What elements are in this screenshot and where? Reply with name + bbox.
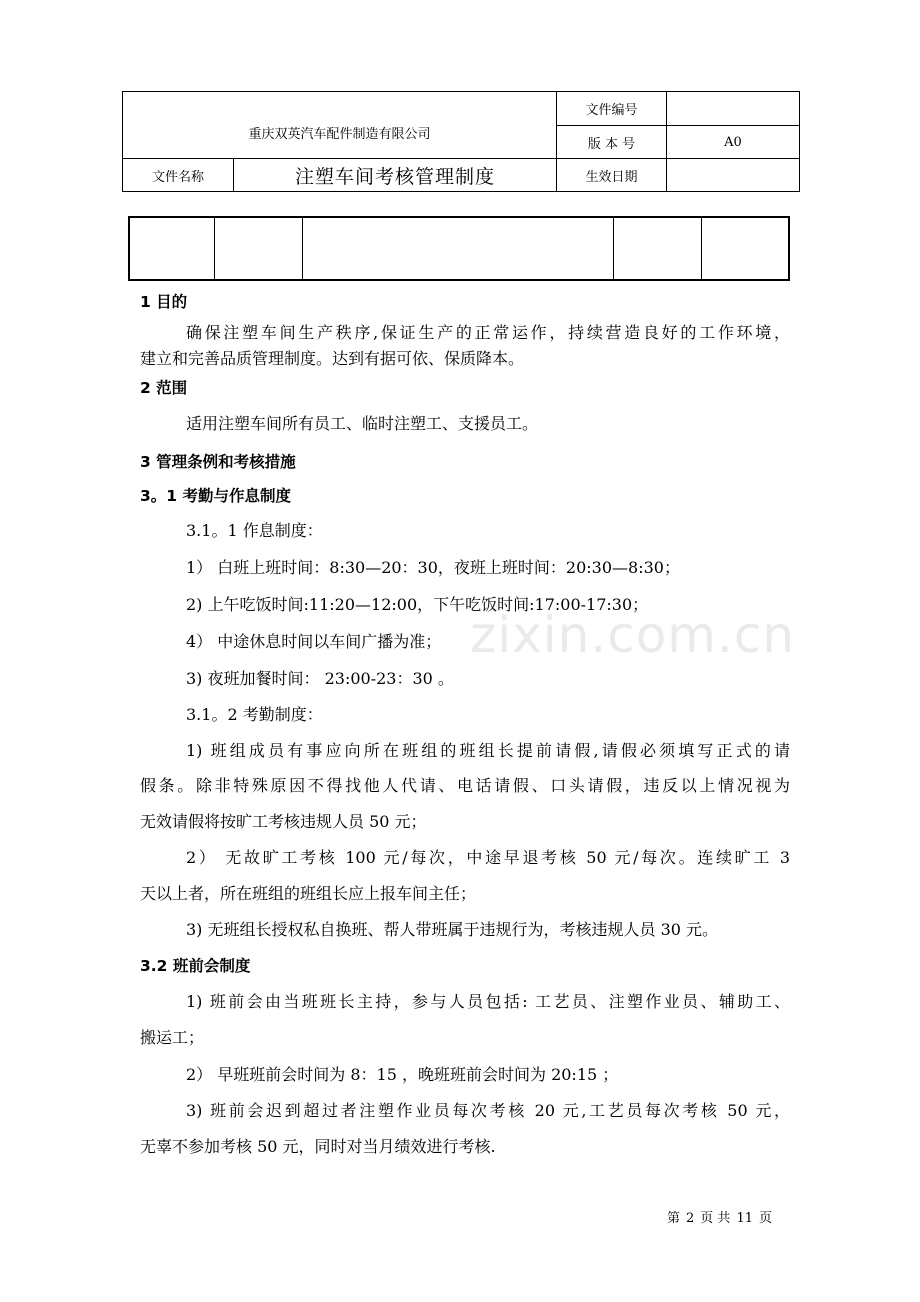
effective-date-value [667,159,800,192]
paragraph-line: 无效请假将按旷工考核违规人员 50 元； [140,812,427,831]
paragraph-line: 1) 班组成员有事应向所在班组的班组长提前请假,请假必须填写正式的请 [186,741,790,760]
document-title: 注塑车间考核管理制度 [234,159,557,192]
list-item: 4） 中途休息时间以车间广播为准； [186,632,442,651]
version-value: A0 [667,126,800,159]
watermark: zixin.com.cn [470,606,796,664]
company-name: 重庆双英汽车配件制造有限公司 [123,92,557,159]
page-footer [664,1207,775,1226]
paragraph-line: 1) 班前会由当班班长主持，参与人员包括: 工艺员、注塑作业员、辅助工、 [186,992,790,1011]
signature-cell [214,217,302,280]
page-mid: 页 共 [700,1211,731,1226]
section-2-paragraph: 适用注塑车间所有员工、临时注塑工、支援员工。 [186,414,539,433]
signature-cell [701,217,789,280]
list-item: 3) 夜班加餐时间： 23:00-23：30 。 [186,669,454,688]
page-suffix: 页 [758,1211,772,1226]
page-total: 11 [736,1211,753,1226]
file-number-value [667,92,800,126]
effective-date-label: 生效日期 [557,159,667,192]
paragraph-line: 搬运工； [140,1028,205,1047]
section-3-1-heading: 3。1 考勤与作息制度 [140,487,291,505]
paragraph-line: 无辜不参加考核 50 元，同时对当月绩效进行考核. [140,1137,496,1156]
version-label: 版 本 号 [557,126,667,159]
subsection-title: 3.1。1 作息制度： [186,521,323,540]
section-3-heading: 3 管理条例和考核措施 [140,453,296,471]
paragraph-line: 假条。除非特殊原因不得找他人代请、电话请假、口头请假，违反以上情况视为 [140,776,790,795]
paragraph-line: 2） 无故旷工考核 100 元/每次，中途早退考核 50 元/每次。连续旷工 3 [186,848,790,867]
section-1-paragraph-line: 建立和完善品质管理制度。达到有据可依、保质降本。 [140,349,525,368]
signature-cell [302,217,613,280]
subsection-title: 3.1。2 考勤制度： [186,705,323,724]
signature-table [128,216,790,281]
section-1-heading: 1 目的 [140,293,188,311]
signature-cell [129,217,214,280]
paragraph-line: 3) 无班组长授权私自换班、帮人带班属于违规行为，考核违规人员 30 元。 [186,920,719,939]
paragraph-line: 天以上者，所在班组的班组长应上报车间主任； [140,884,477,903]
section-3-2-heading: 3.2 班前会制度 [140,957,251,975]
file-number-label: 文件编号 [557,92,667,126]
page-prefix: 第 [667,1211,681,1226]
paragraph-line: 2） 早班班前会时间为 8：15 ，晚班班前会时间为 20:15 ； [186,1065,619,1084]
list-item: 2) 上午吃饭时间:11:20—12:00，下午吃饭时间:17:00-17:30； [186,595,649,614]
section-1-paragraph-line: 确保注塑车间生产秩序,保证生产的正常运作，持续营造良好的工作环境， [186,323,790,342]
page-number: 2 [686,1211,695,1226]
paragraph-line: 3) 班前会迟到超过者注塑作业员每次考核 20 元,工艺员每次考核 50 元， [186,1101,790,1120]
section-2-heading: 2 范围 [140,379,188,397]
signature-cell [613,217,701,280]
list-item: 1） 白班上班时间：8:30—20：30，夜班上班时间：20:30—8:30； [186,558,680,577]
file-name-label: 文件名称 [123,159,234,192]
document-header-table [122,91,800,192]
